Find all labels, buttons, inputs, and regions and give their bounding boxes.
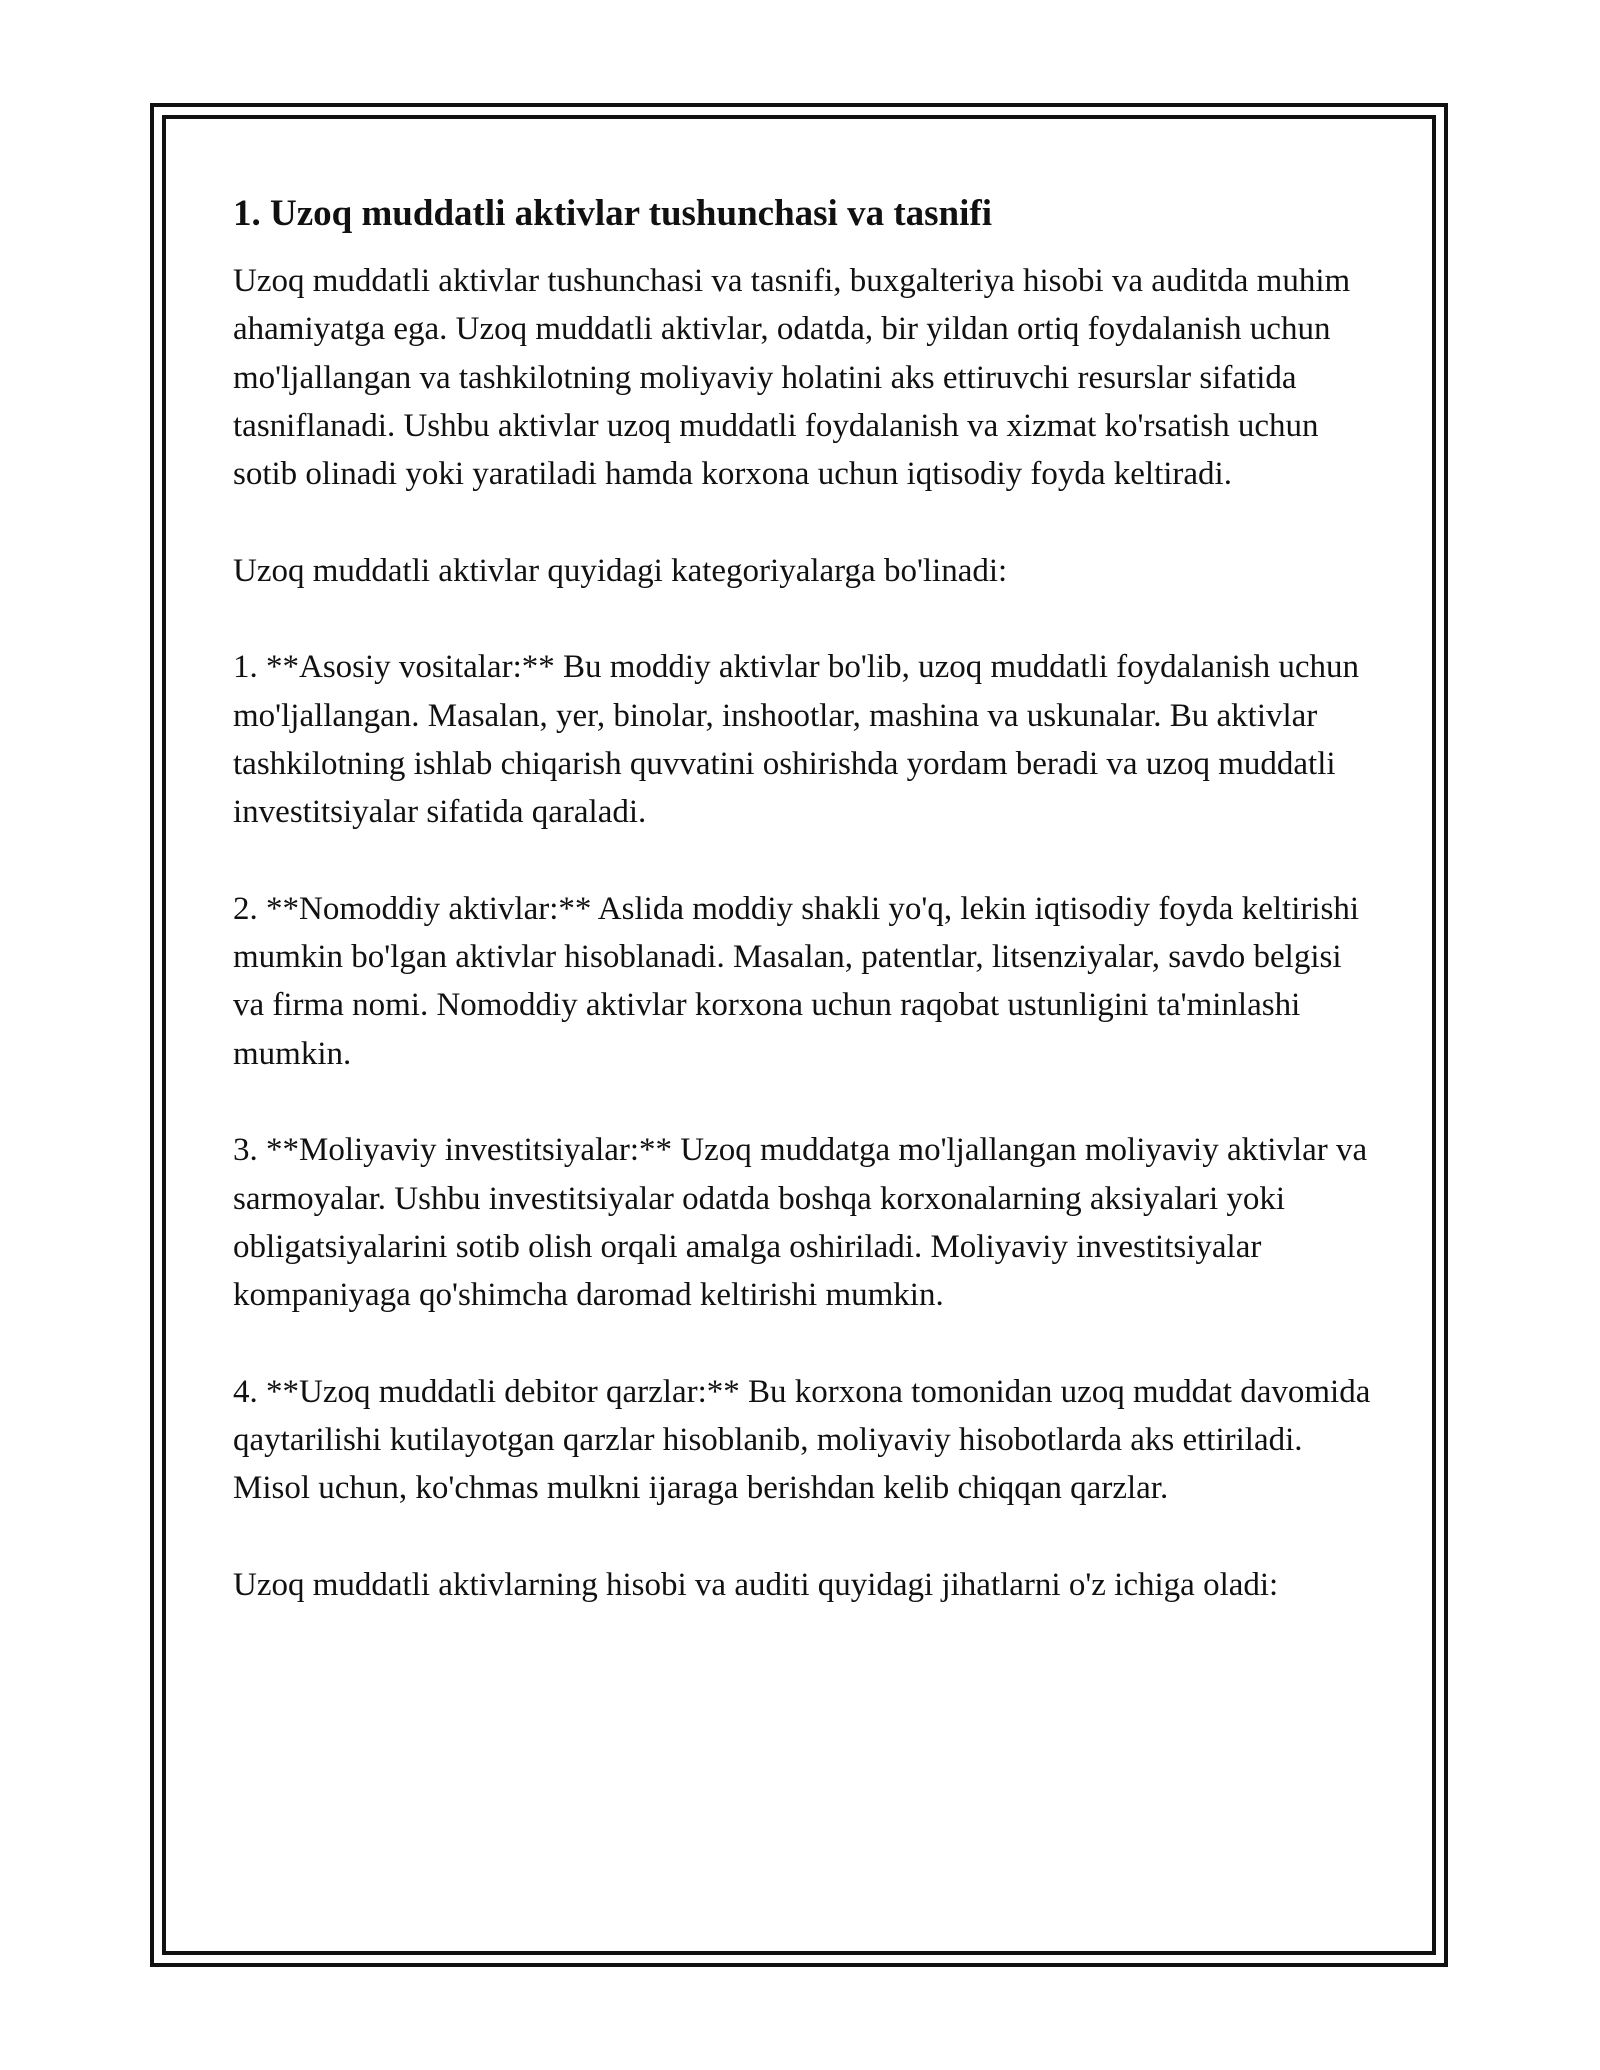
paragraph-item-3: 3. **Moliyaviy investitsiyalar:** Uzoq muddatga mo'ljallangan moliyaviy aktivlar va sarmoyalar. Ushbu investitsiyalar odatda boshqa korxonalarning aksiyalari yoki obligatsiyalarini sotib olish orqali amalga oshiriladi. Moliyaviy investitsiyalar kompaniyaga qo'shimcha daromad keltirishi mumkin. — [233, 1132, 1368, 1314]
paragraph-audit-lead: Uzoq muddatli aktivlarning hisobi va auditi quyidagi jihatlarni o'z ichiga oladi: — [233, 1567, 1279, 1604]
paragraph-intro: Uzoq muddatli aktivlar tushunchasi va tasnifi, buxgalteriya hisobi va auditda muhim ahamiyatga ega. Uzoq muddatli aktivlar, odatda, bir yildan ortiq foydalanish uchun mo'ljallangan va tashkilotning moliyaviy holatini aks ettiruvchi resurslar sifatida tasniflanadi. Ushbu aktivlar uzoq muddatli foydalanish va xizmat ko'rsatish uchun sotib olinadi yoki yaratiladi hamda korxona uchun iqtisodiy foyda keltiradi. — [233, 263, 1351, 493]
paragraph-item-1: 1. **Asosiy vositalar:** Bu moddiy aktivlar bo'lib, uzoq muddatli foydalanish uchun mo'ljallangan. Masalan, yer, binolar, inshootlar, mashina va uskunalar. Bu aktivlar tashkilotning ishlab chiqarish quvvatini oshirishda yordam beradi va uzoq muddatli investitsiyalar sifatida qaraladi. — [233, 649, 1359, 831]
paragraph-categories-lead: Uzoq muddatli aktivlar quyidagi kategoriyalarga bo'linadi: — [233, 552, 1008, 589]
document-body — [233, 190, 1373, 1609]
paragraph-item-4: 4. **Uzoq muddatli debitor qarzlar:** Bu korxona tomonidan uzoq muddat davomida qaytarilishi kutilayotgan qarzlar hisoblanib, moliyaviy hisobotlarda aks ettiriladi. Misol uchun, ko'chmas mulkni ijaraga berishdan kelib chiqqan qarzlar. — [233, 1373, 1371, 1507]
paragraph-item-2: 2. **Nomoddiy aktivlar:** Aslida moddiy shakli yo'q, lekin iqtisodiy foyda keltirishi mumkin bo'lgan aktivlar hisoblanadi. Masalan, patentlar, litsenziyalar, savdo belgisi va firma nomi. Nomoddiy aktivlar korxona uchun raqobat ustunligini ta'minlashi mumkin. — [233, 890, 1360, 1072]
section-heading: 1. Uzoq muddatli aktivlar tushunchasi va tasnifi — [233, 193, 993, 234]
